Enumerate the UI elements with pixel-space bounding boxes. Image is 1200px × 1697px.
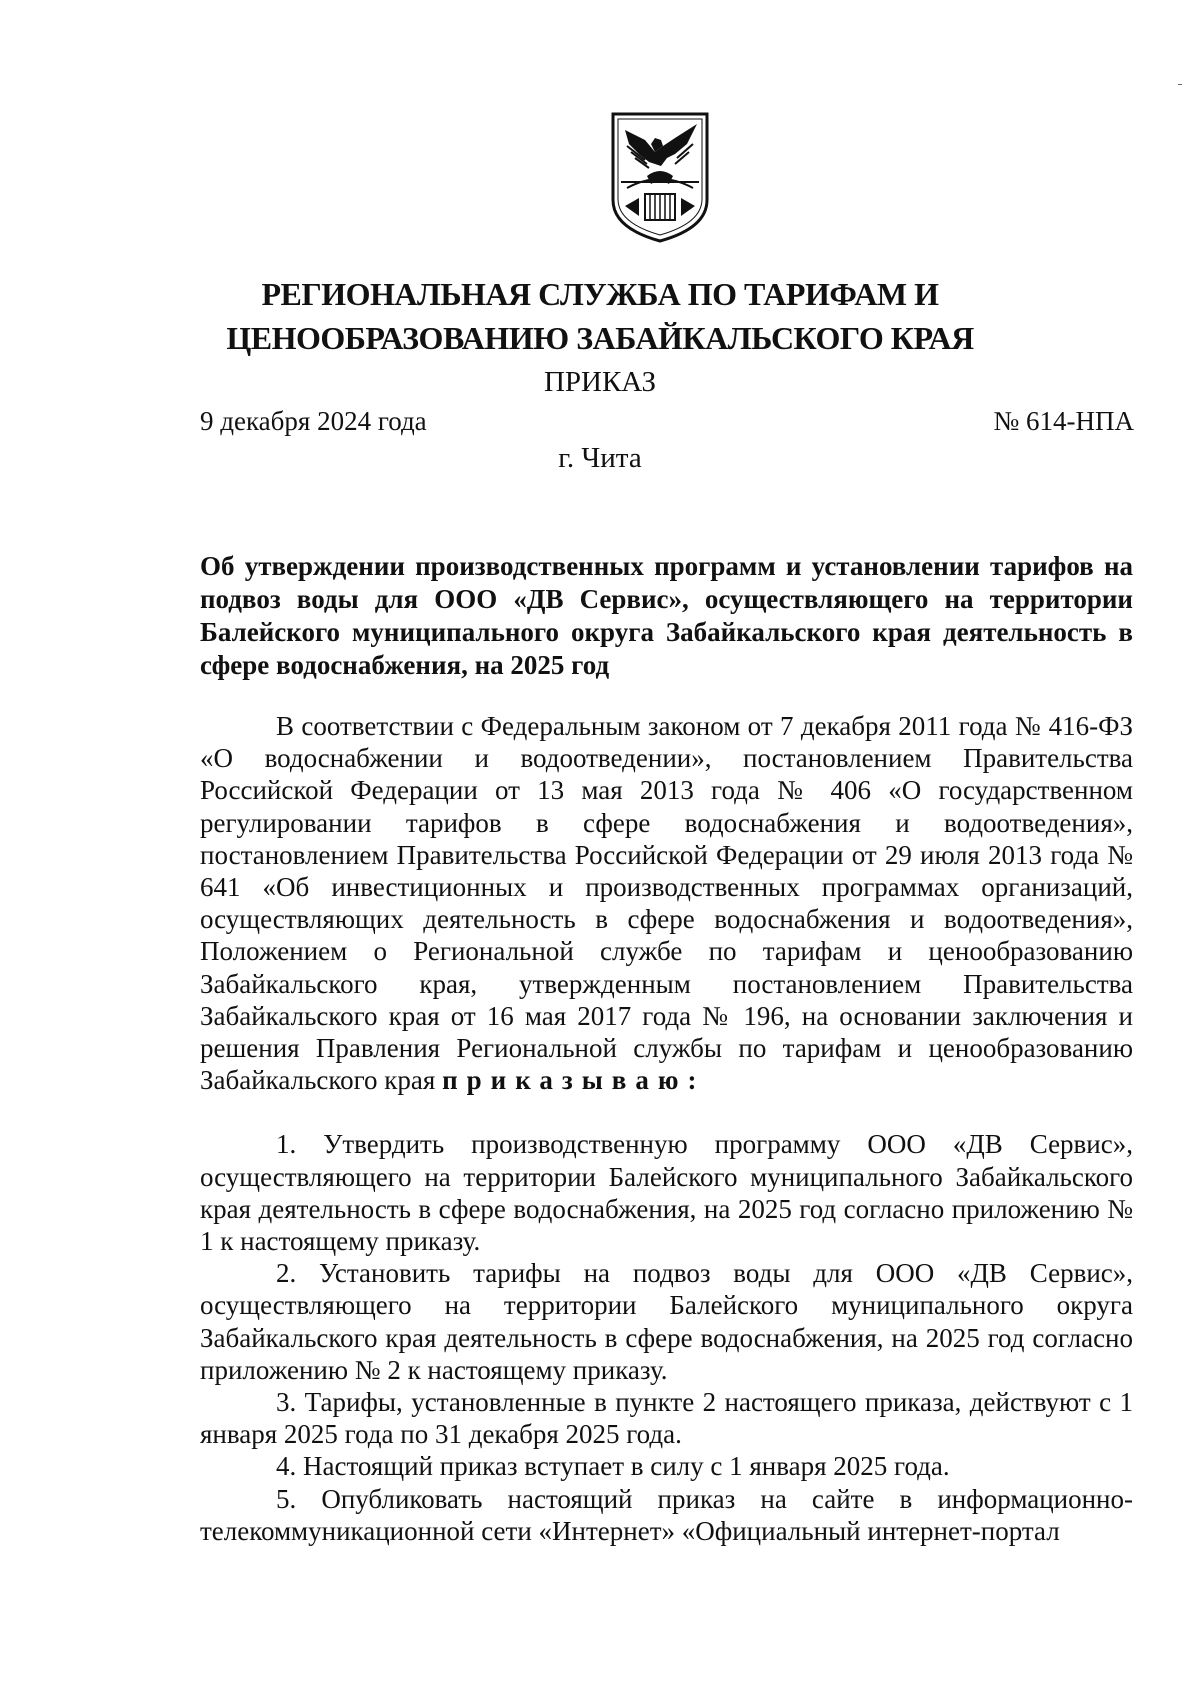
preamble-paragraph [200, 710, 1133, 1096]
order-item-3: 3. Тарифы, установленные в пункте 2 настоящего приказа, действуют с 1 января 2025 года по 31 декабря 2025 года. [200, 1387, 1133, 1450]
order-item-2: 2. Установить тарифы на подвоз воды для ООО «ДВ Сервис», осуществляющего на территории Балейского муниципального округа Забайкальского края деятельность в сфере водоснабжения, на 2025 год согласно приложению № 2 к настоящему приказу. [200, 1258, 1133, 1385]
coat-of-arms-icon [605, 110, 715, 245]
order-item-4: 4. Настоящий приказ вступает в силу с 1 января 2025 года. [276, 1451, 950, 1482]
org-line-1: РЕГИОНАЛЬНАЯ СЛУЖБА ПО ТАРИФАМ И [261, 276, 939, 312]
preamble-text: В соответствии с Федеральным законом от 7 декабря 2011 года № 416-ФЗ «О водоснабжении и водоотведении», постановлением Правительства Российской Федерации от 13 мая 2013 года № 406 «О государственном регулировании тарифов в сфере водоснабжения и водоотведения», постановлением Правительства Российской Федерации от 29 июля 2013 года № 641 «Об инвестиционных и производственных программах организаций, осуществляющих деятельность в сфере водоснабжения и водоотведения», Положением о Региональной службе по тарифам и ценообразованию Забайкальского края, утвержденным постановлением Правительства Забайкальского края от 16 мая 2017 года № 196, на основании заключения и решения Правления Региональной службы по тарифам и ценообразованию Забайкальского края [200, 711, 1133, 1096]
order-item-5: 5. Опубликовать настоящий приказ на сайте в информационно-телекоммуникационной сети «Интернет» «Официальный интернет-портал [200, 1483, 1133, 1546]
document-body [200, 710, 1133, 1547]
document-type: ПРИКАЗ [543, 366, 657, 398]
document-number: № 614-НПА [993, 406, 1134, 436]
document-date: 9 декабря 2024 года [200, 406, 427, 436]
scan-mark [1178, 84, 1182, 85]
organization-name [200, 272, 1000, 360]
document-city: г. Чита [558, 442, 642, 474]
document-subject: Об утверждении производственных программ и установлении тарифов на подвоз воды для ООО «ДВ Сервис», осуществляющего на территории Балейского муниципального округа Забайкальского края деятельность в сфере водоснабжения, на 2025 год [200, 551, 1133, 680]
order-item-1: 1. Утвердить производственную программу ООО «ДВ Сервис», осуществляющего на территории Балейского муниципального Забайкальского края деятельность в сфере водоснабжения, на 2025 год согласно приложению № 1 к настоящему приказу. [200, 1129, 1133, 1257]
org-line-2: ЦЕНООБРАЗОВАНИЮ ЗАБАЙКАЛЬСКОГО КРАЯ [226, 320, 974, 356]
order-word: приказываю: [442, 1065, 706, 1096]
